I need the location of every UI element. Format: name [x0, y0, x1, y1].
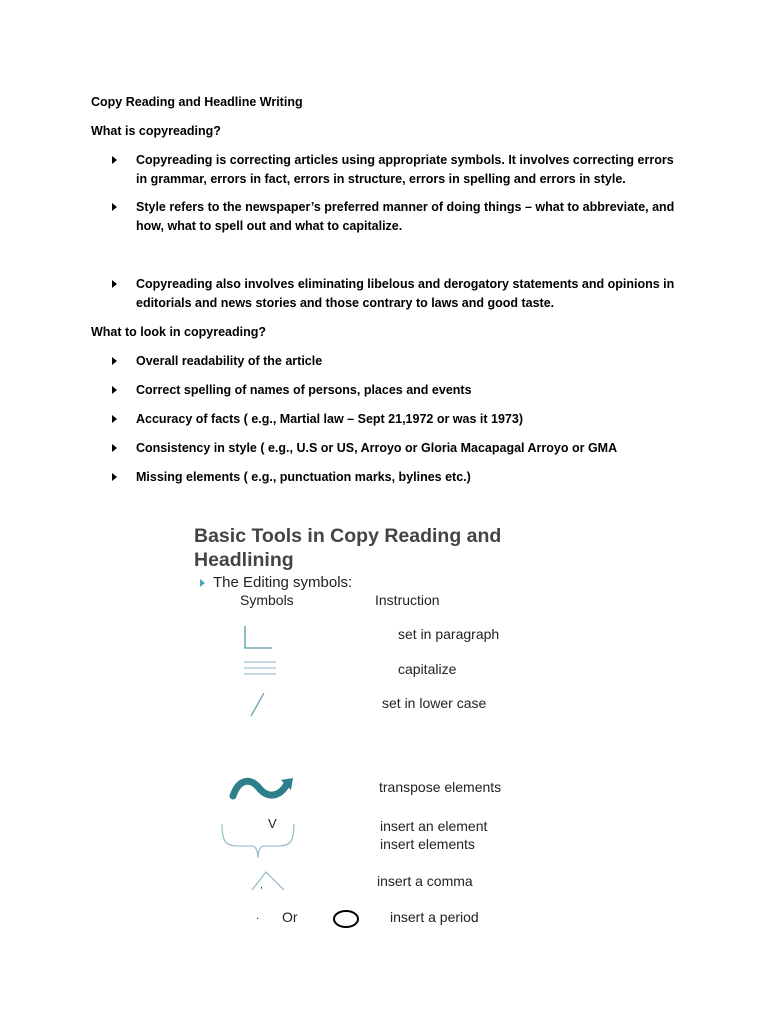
- instruction-label: insert a comma: [377, 873, 473, 889]
- slide-bullet-icon: [200, 579, 205, 587]
- circle-icon: [332, 908, 362, 930]
- editing-symbols-slide: [178, 512, 608, 942]
- instruction-label: insert a period: [390, 909, 479, 925]
- document-page: Copy Reading and Headline Writing What is copyreading? Copyreading is correcting articles using appropriate symbols. It involves correcting errors in grammar, errors in fact, errors in structure, errors in spelling and errors in style. Style refers to the newspaper’s preferred manner of doing things – what to abbreviate, and how, what to spell out and what to capitalize. Copyreading also involves eliminating libelous and derogatory statements and opinions in editorials and news stories and those contrary to laws and good taste. What to look in copyreading? Overall readability of the article Correct spelling of names of persons, places and events Accuracy of facts ( e.g., Martial law – Sept 21,1972 or was it 1973) Consistency in style ( e.g., U.S or US, Arroyo or Gloria Macapagal Arroyo or GMA Missing elements ( e.g., punctuation marks, bylines etc.) Basic Tools in Copy Reading and Headlining The Editing symbols: Symbols Instruction set in paragraph capitalize set in lower case transpose elements V insert an element insert elements , insert a comma . Or insert a period: [0, 0, 768, 1024]
- instruction-label: capitalize: [398, 661, 457, 677]
- instruction-label: insert elements: [380, 836, 475, 852]
- instruction-label: transpose elements: [379, 779, 502, 795]
- bullet-arrow-icon: [112, 156, 117, 164]
- bullet-arrow-icon: [112, 357, 117, 365]
- brace-icon: [220, 822, 296, 862]
- section-heading-what-to-look: What to look in copyreading?: [91, 325, 266, 339]
- instruction-label: insert an element: [380, 818, 488, 834]
- slash-icon: [248, 692, 268, 718]
- slide-subtitle: The Editing symbols:: [213, 574, 352, 591]
- or-label: Or: [282, 909, 298, 925]
- bullet-arrow-icon: [112, 444, 117, 452]
- paragraph-corner-icon: [244, 624, 284, 650]
- slide-title: Basic Tools in Copy Reading and Headlining: [194, 525, 502, 571]
- period-dot: .: [256, 908, 260, 922]
- bullet-arrow-icon: [112, 280, 117, 288]
- bullet-arrow-icon: [112, 473, 117, 481]
- instruction-label: set in paragraph: [398, 626, 500, 642]
- column-header-instruction: Instruction: [375, 592, 440, 608]
- column-header-symbols: Symbols: [240, 592, 294, 608]
- bullet-arrow-icon: [112, 415, 117, 423]
- bullet-arrow-icon: [112, 386, 117, 394]
- document-title: Copy Reading and Headline Writing: [91, 95, 303, 109]
- svg-text:,: ,: [260, 880, 263, 891]
- bullet-arrow-icon: [112, 203, 117, 211]
- transpose-curve-icon: [229, 774, 299, 802]
- section-heading-what-is: What is copyreading?: [91, 124, 221, 138]
- caret-comma-icon: [250, 868, 290, 892]
- caret-v-icon: V: [268, 816, 277, 831]
- instruction-label: set in lower case: [382, 695, 487, 711]
- triple-underline-icon: [244, 660, 280, 678]
